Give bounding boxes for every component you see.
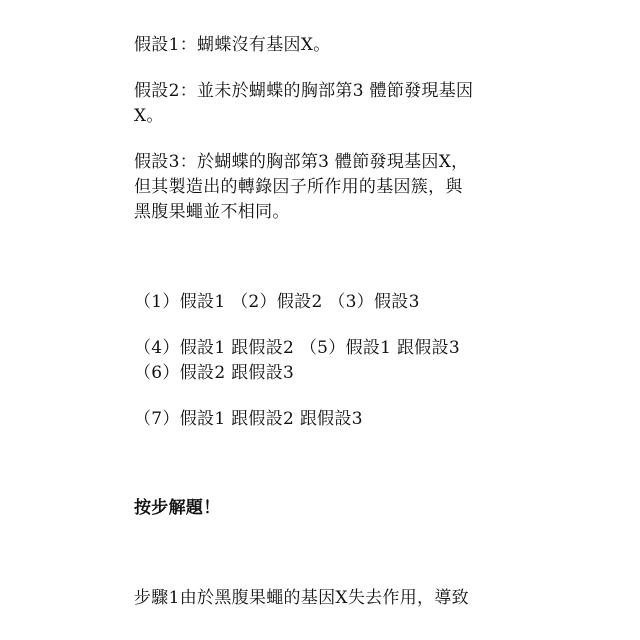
option-line-3: （6）假設2 跟假設3	[134, 363, 295, 383]
step-1-line: 步驟1由於黑腹果蠅的基因X失去作用，導致	[134, 588, 469, 608]
option-line-4: （7）假設1 跟假設2 跟假設3	[134, 409, 363, 429]
option-line-2: （4）假設1 跟假設2 （5）假設1 跟假設3	[134, 338, 461, 358]
hypothesis-3-line-1: 假設3：於蝴蝶的胸部第3 體節發現基因X，	[134, 152, 469, 172]
hypothesis-3-line-3: 黑腹果蠅並不相同。	[134, 202, 290, 222]
hypothesis-2-line-2: X。	[134, 106, 164, 126]
hypothesis-3-line-2: 但其製造出的轉錄因子所作用的基因簇，與	[134, 177, 463, 197]
hypothesis-2-line-1: 假設2：並未於蝴蝶的胸部第3 體節發現基因	[134, 81, 474, 101]
option-line-1: （1）假設1 （2）假設2 （3）假設3	[134, 292, 420, 312]
hypothesis-1-line-1: 假設1：蝴蝶沒有基因X。	[134, 35, 331, 55]
solution-heading: 按步解題！	[134, 498, 221, 518]
